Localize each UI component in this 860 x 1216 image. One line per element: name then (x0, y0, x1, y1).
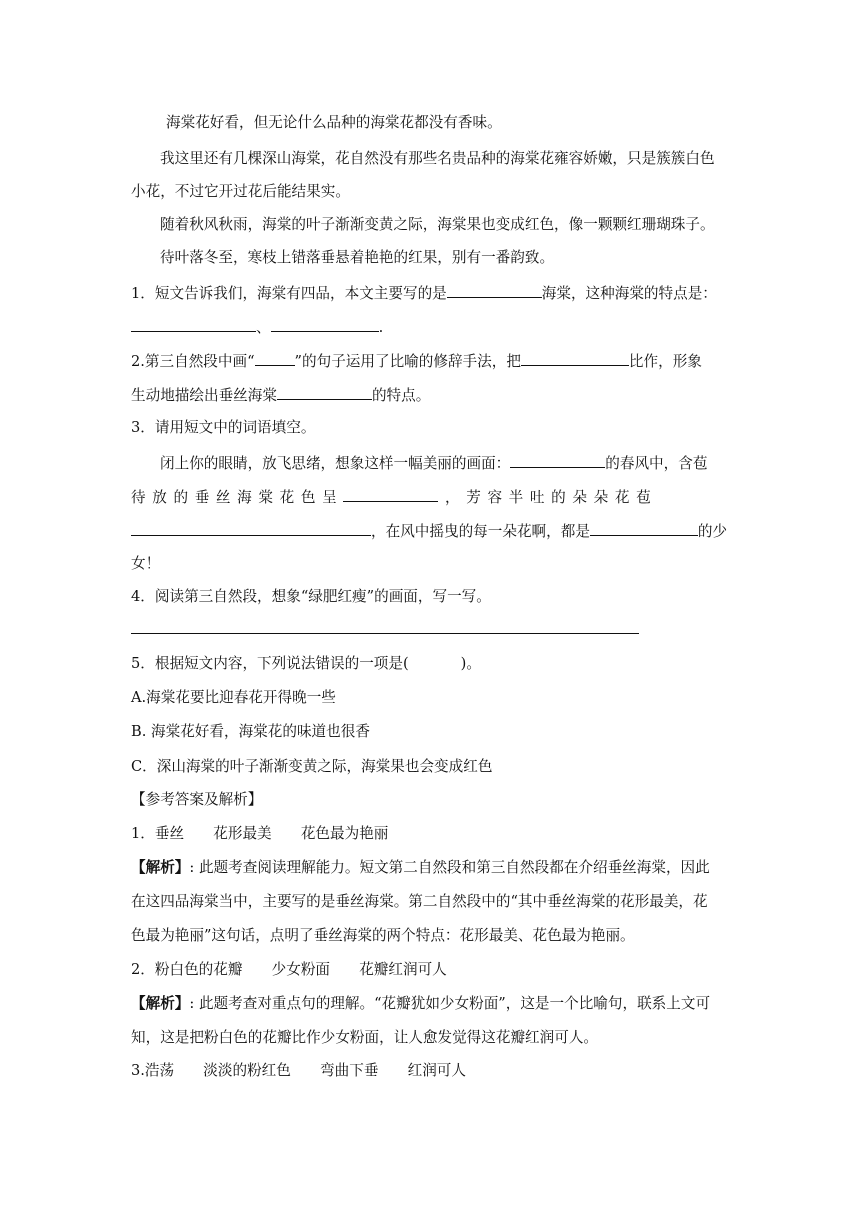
explanation-1-cont: 在这四品海棠当中，主要写的是垂丝海棠。第二自然段中的“其中垂丝海棠的花形最美，花 (131, 893, 708, 910)
explanation-2-cont: 知，这是把粉白色的花瓣比作少女粉面，让人愈发觉得这花瓣红润可人。 (131, 1029, 599, 1046)
passage-line: 待叶落冬至，寒枝上错落垂悬着艳艳的红果，别有一番韵致。 (160, 249, 555, 266)
passage-line: 我这里还有几棵深山海棠，花自然没有那些名贵品种的海棠花雍容娇嫩，只是簇簇白色 (160, 150, 715, 167)
question-1-cont: 、 . (131, 316, 383, 338)
question-5: 5．根据短文内容，下列说法错误的一项是( )。 (131, 655, 481, 672)
answer-blank[interactable] (271, 316, 379, 332)
question-3-cont: ，在风中摇曳的每一朵花啊，都是 的少 (131, 520, 727, 542)
answer-blank[interactable] (510, 452, 605, 468)
option-c: C．深山海棠的叶子渐渐变黄之际，海棠果也会变成红色 (131, 758, 493, 775)
answer-blank[interactable] (131, 520, 371, 536)
answer-blank[interactable] (343, 486, 438, 502)
question-2: 2.第三自然段中画“ ”的句子运用了比喻的修辞手法，把 比作，形象 (131, 350, 702, 372)
answer-blank[interactable] (255, 350, 295, 366)
passage-line: 随着秋风秋雨，海棠的叶子渐渐变黄之际，海棠果也变成红色，像一颗颗红珊瑚珠子。 (160, 216, 715, 233)
question-1: 1．短文告诉我们，海棠有四品，本文主要写的是 海棠，这种海棠的特点是： (131, 282, 717, 304)
answer-line[interactable] (131, 633, 639, 634)
explanation-1-cont: 色最为艳丽”这句话，点明了垂丝海棠的两个特点：花形最美、花色最为艳丽。 (131, 927, 635, 944)
answer-blank[interactable] (131, 316, 256, 332)
explanation-label: 【解析】 (131, 995, 190, 1012)
answer-blank[interactable] (521, 350, 629, 366)
answer-2: 2．粉白色的花瓣 少女粉面 花瓣红润可人 (131, 961, 447, 978)
passage-line: 小花，不过它开过花后能结果实。 (131, 183, 350, 200)
question-4-title: 4．阅读第三自然段，想象“绿肥红瘦”的画面，写一写。 (131, 588, 491, 605)
option-b: B. 海棠花好看，海棠花的味道也很香 (131, 723, 370, 740)
question-3-title: 3．请用短文中的词语填空。 (131, 419, 316, 436)
question-3: 闭上你的眼睛，放飞思绪，想象这样一幅美丽的画面： 的春风中，含苞 (160, 452, 707, 474)
option-a: A.海棠花要比迎春花开得晚一些 (131, 689, 336, 706)
explanation-2: 【解析】: 此题考查对重点句的理解。“花瓣犹如少女粉面”，这是一个比喻句，联系上文可 (131, 995, 711, 1012)
answer-blank[interactable] (447, 282, 542, 298)
answer-blank[interactable] (590, 520, 698, 536)
explanation-label: 【解析】 (131, 859, 190, 876)
question-3-cont: 待 放 的 垂 丝 海 棠 花 色 呈 ， 芳 容 半 吐 的 朵 朵 花 苞 (131, 486, 651, 508)
answers-heading: 【参考答案及解析】 (131, 791, 263, 808)
answer-3: 3.浩荡 淡淡的粉红色 弯曲下垂 红润可人 (131, 1062, 466, 1079)
explanation-1: 【解析】: 此题考查阅读理解能力。短文第二自然段和第三自然段都在介绍垂丝海棠，因此 (131, 859, 710, 876)
answer-1: 1．垂丝 花形最美 花色最为艳丽 (131, 825, 389, 842)
answer-blank[interactable] (277, 384, 372, 400)
question-2-cont: 生动地描绘出垂丝海棠 的特点。 (131, 384, 430, 406)
question-3-end: 女！ (131, 555, 161, 572)
passage-line: 海棠花好看，但无论什么品种的海棠花都没有香味。 (166, 114, 502, 131)
